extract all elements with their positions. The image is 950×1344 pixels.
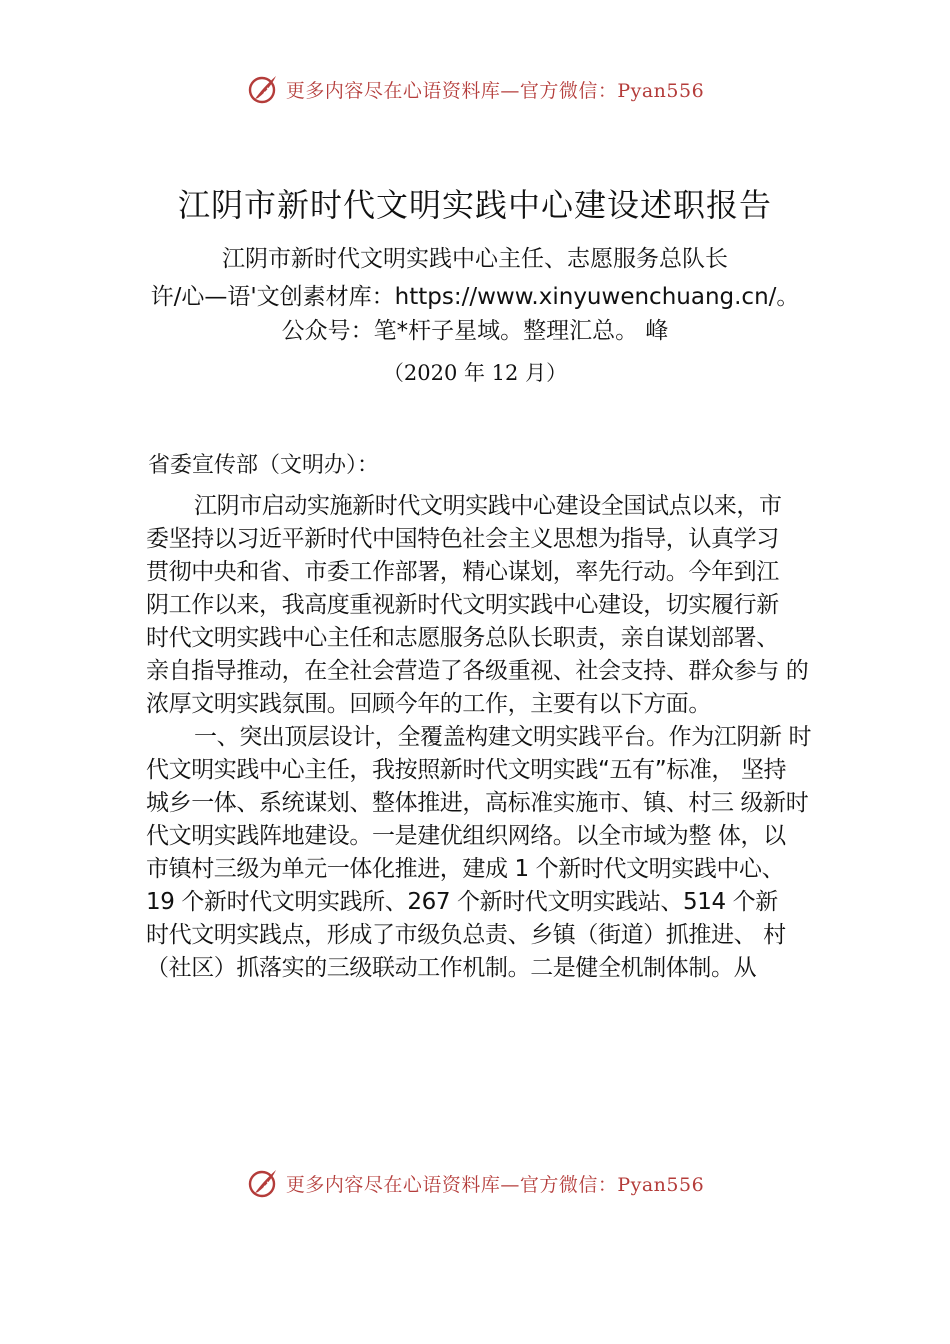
- body-line: 代文明实践阵地建设。一是建优组织网络。以全市域为整 体，以: [146, 823, 786, 849]
- page-footer: [0, 1166, 950, 1200]
- page-header: [0, 72, 950, 106]
- body-line: 时代文明实践中心主任和志愿服务总队长职责，亲自谋划部署、: [146, 625, 779, 651]
- body-line: （社区）抓落实的三级联动工作机制。二是健全机制体制。从: [146, 955, 757, 981]
- body-line: 19 个新时代文明实践所、267 个新时代文明实践站、514 个新: [146, 889, 778, 915]
- document-subtitle-author: 江阴市新时代文明实践中心主任、志愿服务总队长: [222, 246, 728, 272]
- salutation: 省委宣传部（文明办）：: [148, 453, 380, 478]
- body-line: 江阴市启动实施新时代文明实践中心建设全国试点以来，市: [194, 493, 782, 519]
- header-banner-text: 更多内容尽在心语资料库—官方微信：Pyan556: [285, 79, 705, 102]
- body-line: 贯彻中央和省、市委工作部署，精心谋划，率先行动。今年到江: [146, 559, 779, 585]
- body-line: 委坚持以习近平新时代中国特色社会主义思想为指导，认真学习: [146, 526, 779, 552]
- pen-quill-logo-icon: [246, 72, 280, 106]
- document-date: （2020 年 12 月）: [382, 361, 568, 385]
- body-line: 浓厚文明实践氛围。回顾今年的工作，主要有以下方面。: [146, 691, 712, 717]
- footer-banner-text: 更多内容尽在心语资料库—官方微信：Pyan556: [285, 1173, 705, 1196]
- body-line: 时代文明实践点，形成了市级负总责、乡镇（街道）抓推进、 村: [146, 922, 786, 948]
- document-title: 江阴市新时代文明实践中心建设述职报告: [177, 186, 772, 224]
- body-line: 城乡一体、系统谋划、整体推进，高标准实施市、镇、村三 级新时: [146, 790, 809, 816]
- body-line: 亲自指导推动，在全社会营造了各级重视、社会支持、群众参与 的: [146, 658, 809, 684]
- document-subtitle-account: 公众号：笔*杆子星域。整理汇总。 峰: [281, 318, 669, 344]
- footer-banner: [246, 1166, 704, 1200]
- body-line: 代文明实践中心主任，我按照新时代文明实践“五有”标准， 坚持: [146, 757, 787, 783]
- body-text: [146, 490, 836, 985]
- body-line: 阴工作以来，我高度重视新时代文明实践中心建设，切实履行新: [146, 592, 779, 618]
- pen-quill-logo-icon: [246, 1166, 280, 1200]
- header-banner: [246, 72, 704, 106]
- document-subtitle-source: 许/心—语'文创素材库：https://www.xinyuwenchuang.cn/。: [150, 284, 800, 310]
- body-line: 市镇村三级为单元一体化推进，建成 1 个新时代文明实践中心、: [146, 856, 785, 882]
- body-line: 一、突出顶层设计，全覆盖构建文明实践平台。作为江阴新 时: [194, 724, 812, 750]
